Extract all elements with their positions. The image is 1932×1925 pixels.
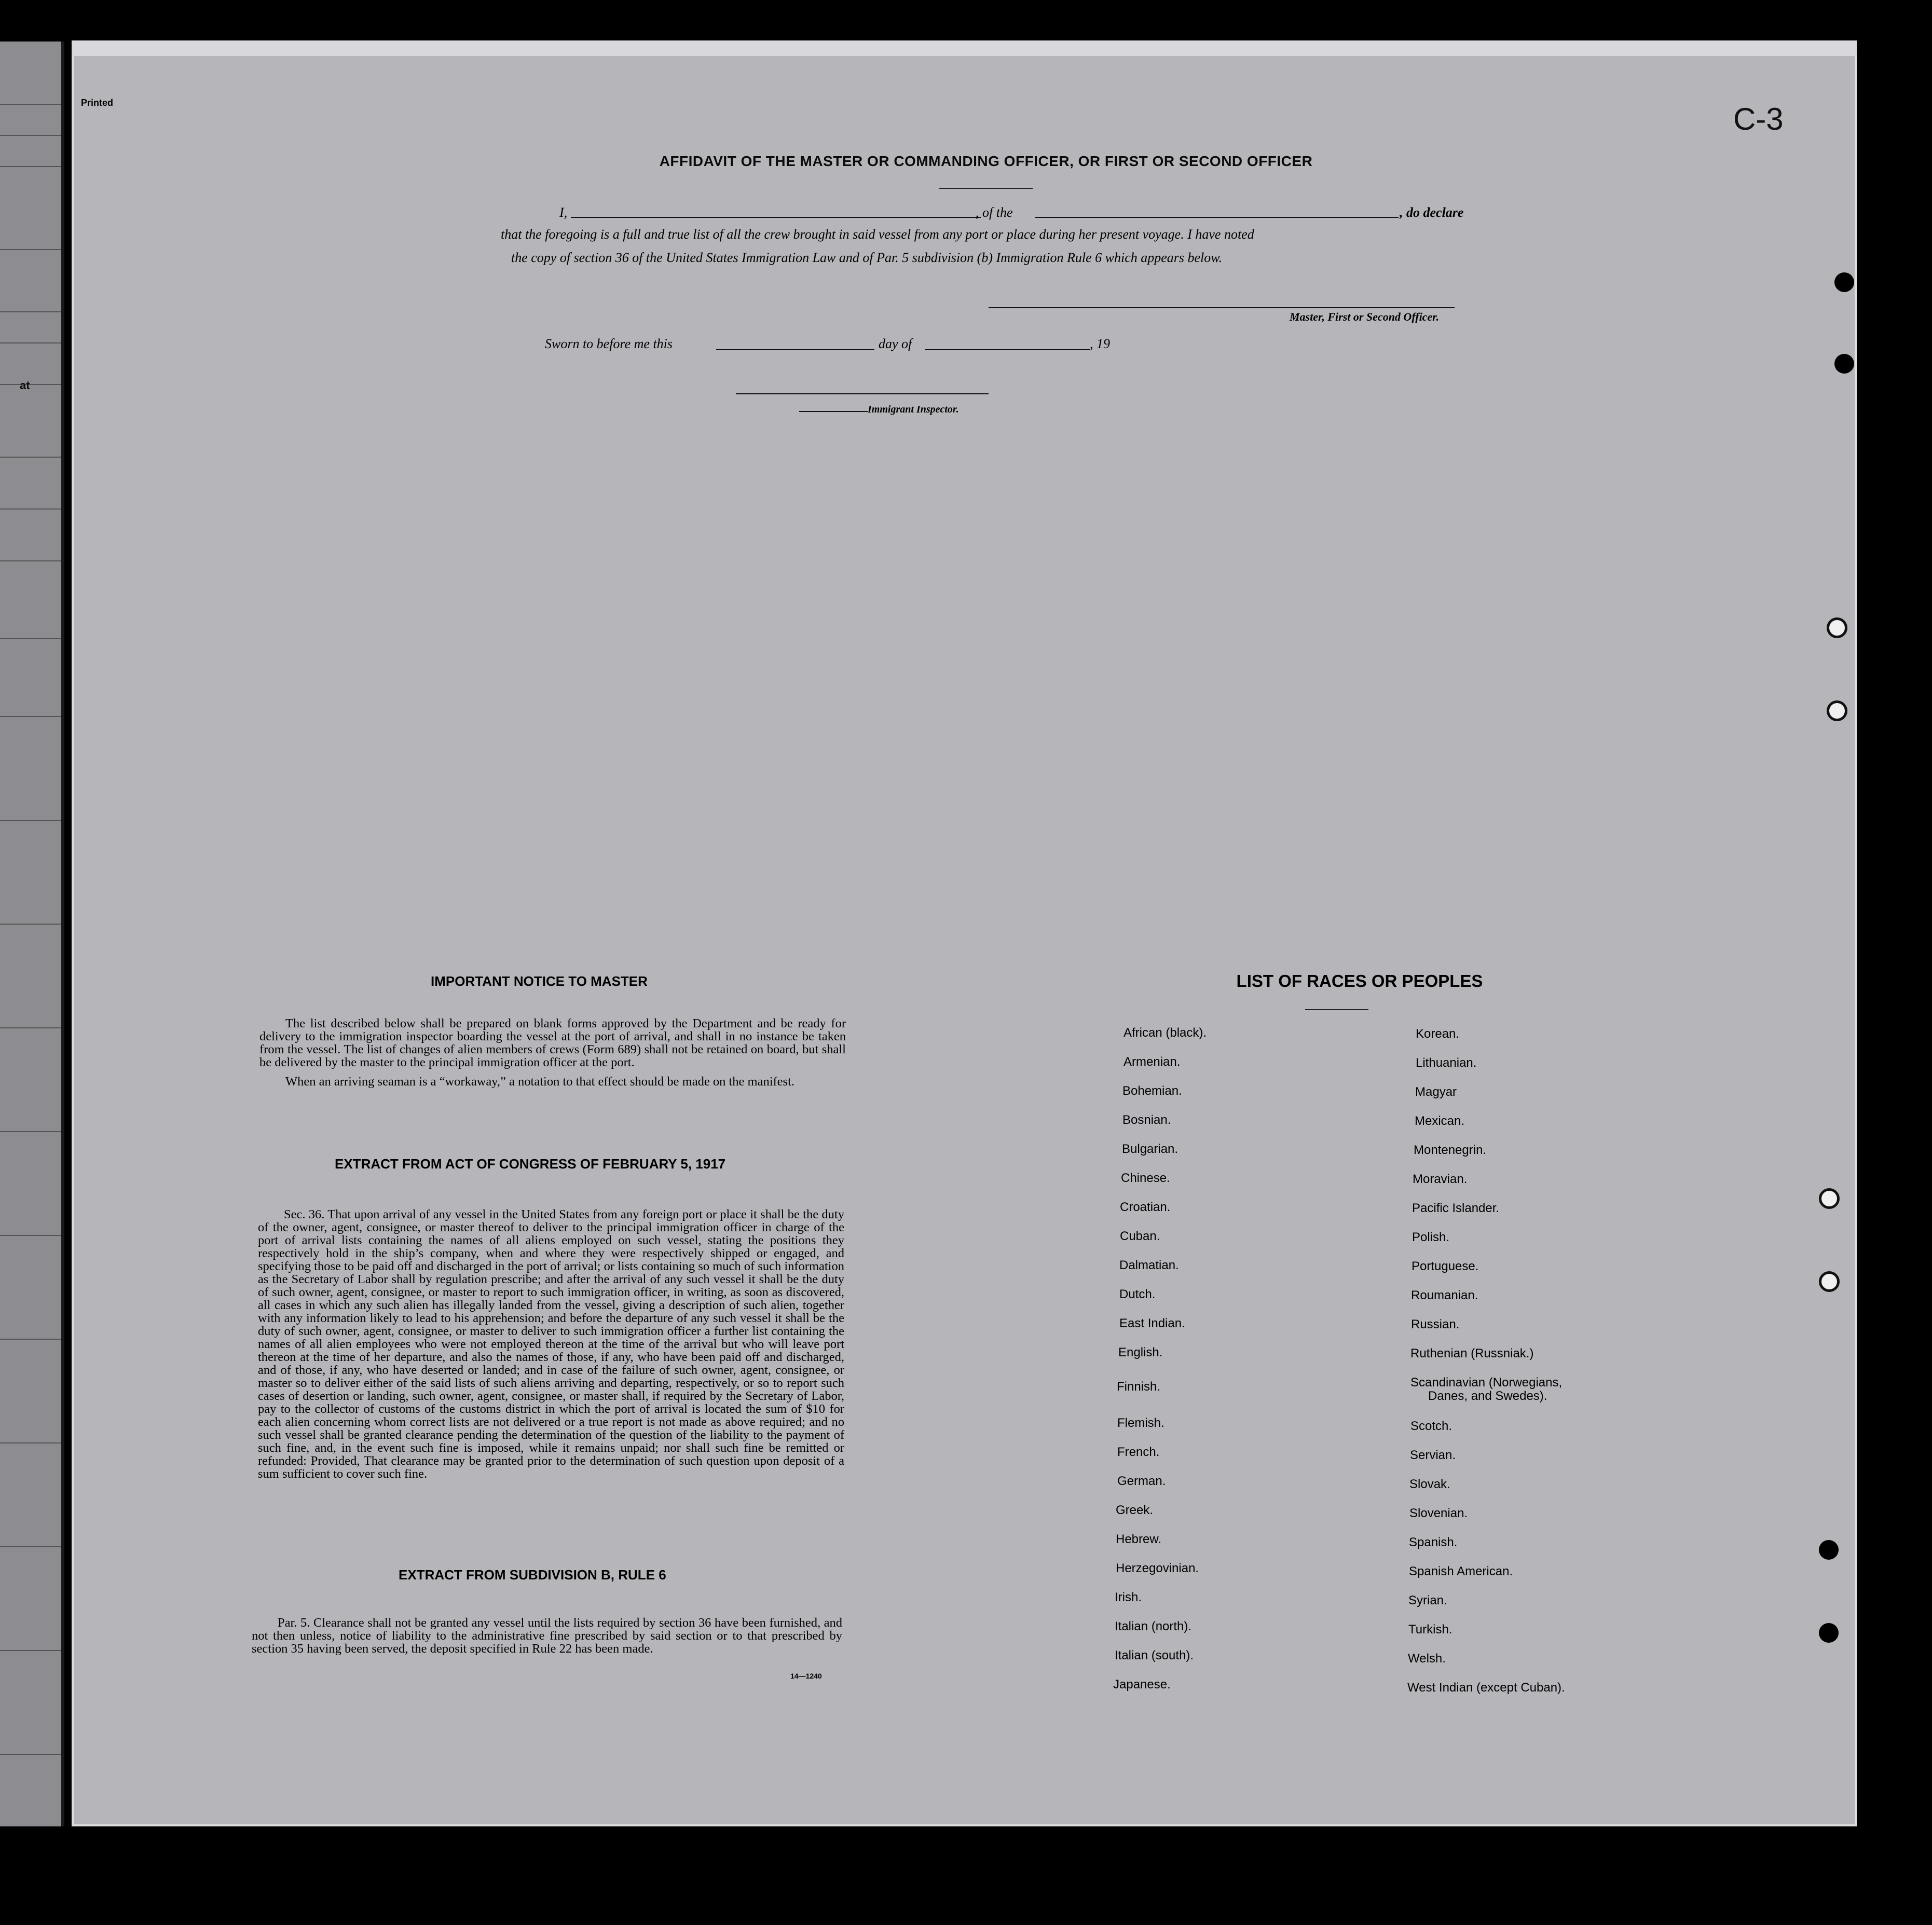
race-item: Dutch. bbox=[1119, 1287, 1156, 1301]
race-item: Turkish. bbox=[1408, 1622, 1453, 1637]
race-item: Pacific Islander. bbox=[1412, 1201, 1500, 1215]
title-rule bbox=[939, 188, 1033, 189]
punch-hole bbox=[1827, 617, 1847, 638]
page-top-edge bbox=[72, 40, 1857, 56]
race-item: Servian. bbox=[1410, 1448, 1456, 1462]
notice-body bbox=[259, 1017, 846, 1088]
day-of-text: day of bbox=[879, 336, 912, 351]
punch-hole bbox=[1827, 700, 1847, 721]
adjacent-page-strip bbox=[0, 42, 64, 1826]
race-item: Ruthenian (Russniak.) bbox=[1410, 1346, 1534, 1360]
inspector-signature-blank bbox=[736, 393, 989, 394]
punch-hole bbox=[1819, 1623, 1839, 1643]
month-blank bbox=[925, 349, 1090, 350]
race-item: Scandinavian (Norwegians, bbox=[1410, 1376, 1563, 1390]
notice-paragraph-1: The list described below shall be prepared on blank forms approved by the Department and be ready for delivery to the immigration inspector boarding the vessel at the port of arrival, and shall in no instance be taken from the vessel. The list of changes of alien members of crews (Form 689) shall not be retained on board, but shall be delivered by the master to the principal immigration officer at the port. bbox=[259, 1016, 846, 1069]
race-item: Lithuanian. bbox=[1416, 1056, 1477, 1070]
race-item: Greek. bbox=[1116, 1503, 1154, 1517]
race-item: Syrian. bbox=[1408, 1593, 1447, 1607]
race-item: Slovenian. bbox=[1409, 1506, 1468, 1520]
inspector-label: Immigrant Inspector. bbox=[868, 404, 959, 415]
punch-hole bbox=[1834, 272, 1854, 292]
race-item: Dalmatian. bbox=[1119, 1258, 1179, 1272]
affidavit-line3: the copy of section 36 of the United States Immigration Law and of Par. 5 subdivision (b) Immigration Rule 6 which appears below. bbox=[511, 250, 1223, 265]
manifest-page bbox=[72, 40, 1857, 1826]
races-title: LIST OF RACES OR PEOPLES bbox=[1236, 971, 1483, 991]
section-36-text: Sec. 36. That upon arrival of any vessel in the United States from any foreign port or place it shall be the duty of the owner, agent, consignee, or master thereof to deliver to the principal immigration officer in charge of the port of arrival lists containing the names of all aliens employed on such vessel, stating the positions they respectively hold in the ship’s company, when and where they were respectively shipped or engaged, and specifying those to be paid off and discharged in the port of arrival; or lists containing so much of such information as the Secretary of Labor shall by regulation prescribe; and after the arrival of any such vessel it shall be the duty of such owner, agent, consignee, or master to report to such immigration officer, in writing, as soon as discovered, all cases in which any such alien has illegally landed from the vessel, giving a description of such alien, together with any information likely to lead to his apprehension; and before the departure of any such vessel it shall be the duty of such owner, agent, consignee, or master to deliver to such immigration officer a further list containing the names of all alien employees who were not employed thereon at the time of the arrival but who will leave port thereon at the time of her departure, and also the names of those, if any, who have been paid off and discharged, and of those, if any, who have deserted or landed; and in case of the failure of such owner, agent, consignee, or master so to deliver either of the said lists of such aliens arriving and departing, respectively, or so to report such cases of desertion or landing, such owner, agent, consignee, or master shall, if required by the Secretary of Labor, pay to the collector of customs of the customs district in which the port of arrival is located the sum of $10 for each alien concerning whom correct lists are not delivered or a true report is not made as above required; and no such vessel shall be granted clearance pending the determination of the question of the liability to the payment of such fine, and, in the event such fine is imposed, while it remains unpaid; nor shall such fine be remitted or refunded: Provided, That clearance may be granted prior to the determination of such question upon deposit of a sum sufficient to cover such fine. bbox=[258, 1207, 844, 1481]
race-item: Flemish. bbox=[1117, 1416, 1164, 1430]
race-item: Chinese. bbox=[1121, 1171, 1170, 1185]
race-item: Hebrew. bbox=[1116, 1532, 1162, 1546]
race-item: Polish. bbox=[1412, 1230, 1450, 1244]
race-item: Slovak. bbox=[1409, 1477, 1450, 1491]
year-prefix: , 19 bbox=[1090, 336, 1110, 351]
race-item: Scotch. bbox=[1410, 1419, 1453, 1433]
extract-act-body bbox=[258, 1208, 844, 1480]
race-item: Portuguese. bbox=[1412, 1259, 1479, 1273]
race-item: Italian (north). bbox=[1115, 1619, 1192, 1633]
race-item: Irish. bbox=[1115, 1590, 1142, 1604]
race-item: Spanish. bbox=[1409, 1535, 1458, 1549]
affidavit-do-declare: , do declare bbox=[1400, 205, 1464, 220]
punch-hole bbox=[1819, 1540, 1839, 1560]
race-item: Moravian. bbox=[1413, 1172, 1468, 1186]
race-item: Mexican. bbox=[1415, 1114, 1465, 1128]
par-5-text: Par. 5. Clearance shall not be granted any vessel until the lists required by section 36 have been furnished, and not then unless, notice of liability to the administrative fine prescribed by said section or to that prescribed by section 35 having been served, the deposit specified in Rule 22 has been made. bbox=[252, 1616, 842, 1656]
race-item: Welsh. bbox=[1408, 1652, 1446, 1666]
printed-label: Printed bbox=[81, 98, 114, 108]
signature-blank bbox=[989, 307, 1455, 308]
punch-hole bbox=[1819, 1271, 1840, 1292]
name-blank bbox=[571, 217, 981, 218]
affidavit-of-the: , of the bbox=[976, 205, 1013, 220]
extract-rule-body bbox=[252, 1616, 842, 1655]
race-item: Finnish. bbox=[1117, 1380, 1161, 1394]
inspector-label-rule bbox=[799, 411, 868, 412]
corner-handwritten-mark: C-3 bbox=[1733, 102, 1784, 136]
race-item: Roumanian. bbox=[1411, 1288, 1478, 1302]
race-item: Korean. bbox=[1416, 1027, 1460, 1041]
punch-hole bbox=[1834, 354, 1854, 374]
sworn-text: Sworn to before me this bbox=[545, 336, 673, 351]
race-item: German. bbox=[1117, 1474, 1166, 1488]
race-item: Croatian. bbox=[1120, 1200, 1171, 1214]
race-item: Cuban. bbox=[1120, 1229, 1160, 1243]
race-item: Magyar bbox=[1415, 1085, 1457, 1099]
affidavit-title: AFFIDAVIT OF THE MASTER OR COMMANDING OFFICER, OR FIRST OR SECOND OFFICER bbox=[659, 153, 1313, 169]
race-item: West Indian (except Cuban). bbox=[1407, 1681, 1565, 1695]
race-item: Russian. bbox=[1411, 1317, 1460, 1331]
form-number: 14—1240 bbox=[790, 1672, 822, 1680]
races-title-rule bbox=[1305, 1009, 1368, 1010]
vessel-blank bbox=[1035, 217, 1399, 218]
race-item: Bulgarian. bbox=[1122, 1142, 1179, 1156]
margin-label-at: at bbox=[20, 379, 30, 392]
day-blank bbox=[716, 349, 874, 350]
signature-label: Master, First or Second Officer. bbox=[1290, 310, 1440, 323]
race-item: Spanish American. bbox=[1409, 1564, 1513, 1578]
race-item: Bohemian. bbox=[1122, 1084, 1182, 1098]
notice-paragraph-2: When an arriving seaman is a “workaway,” a notation to that effect should be made on the manifest. bbox=[285, 1075, 795, 1089]
race-item: Montenegrin. bbox=[1414, 1143, 1487, 1157]
race-item: English. bbox=[1118, 1345, 1163, 1359]
notice-title: IMPORTANT NOTICE TO MASTER bbox=[431, 973, 648, 989]
race-item: French. bbox=[1117, 1445, 1160, 1459]
race-item: Italian (south). bbox=[1115, 1648, 1194, 1662]
race-item: Japanese. bbox=[1113, 1678, 1171, 1692]
race-item: Armenian. bbox=[1123, 1055, 1181, 1069]
extract-rule-title: EXTRACT FROM SUBDIVISION B, RULE 6 bbox=[399, 1567, 666, 1583]
race-item-continuation: Danes, and Swedes). bbox=[1428, 1389, 1547, 1403]
affidavit-line2: that the foregoing is a full and true list of all the crew brought in said vessel from any port or place during her present voyage. I have noted bbox=[501, 227, 1254, 242]
race-item: Bosnian. bbox=[1122, 1113, 1171, 1127]
extract-act-title: EXTRACT FROM ACT OF CONGRESS OF FEBRUARY 5, 1917 bbox=[335, 1156, 726, 1172]
race-item: African (black). bbox=[1123, 1026, 1207, 1040]
punch-hole bbox=[1819, 1188, 1840, 1209]
race-item: East Indian. bbox=[1119, 1316, 1185, 1330]
affidavit-i: I, bbox=[559, 205, 568, 220]
race-item: Herzegovinian. bbox=[1116, 1561, 1199, 1575]
